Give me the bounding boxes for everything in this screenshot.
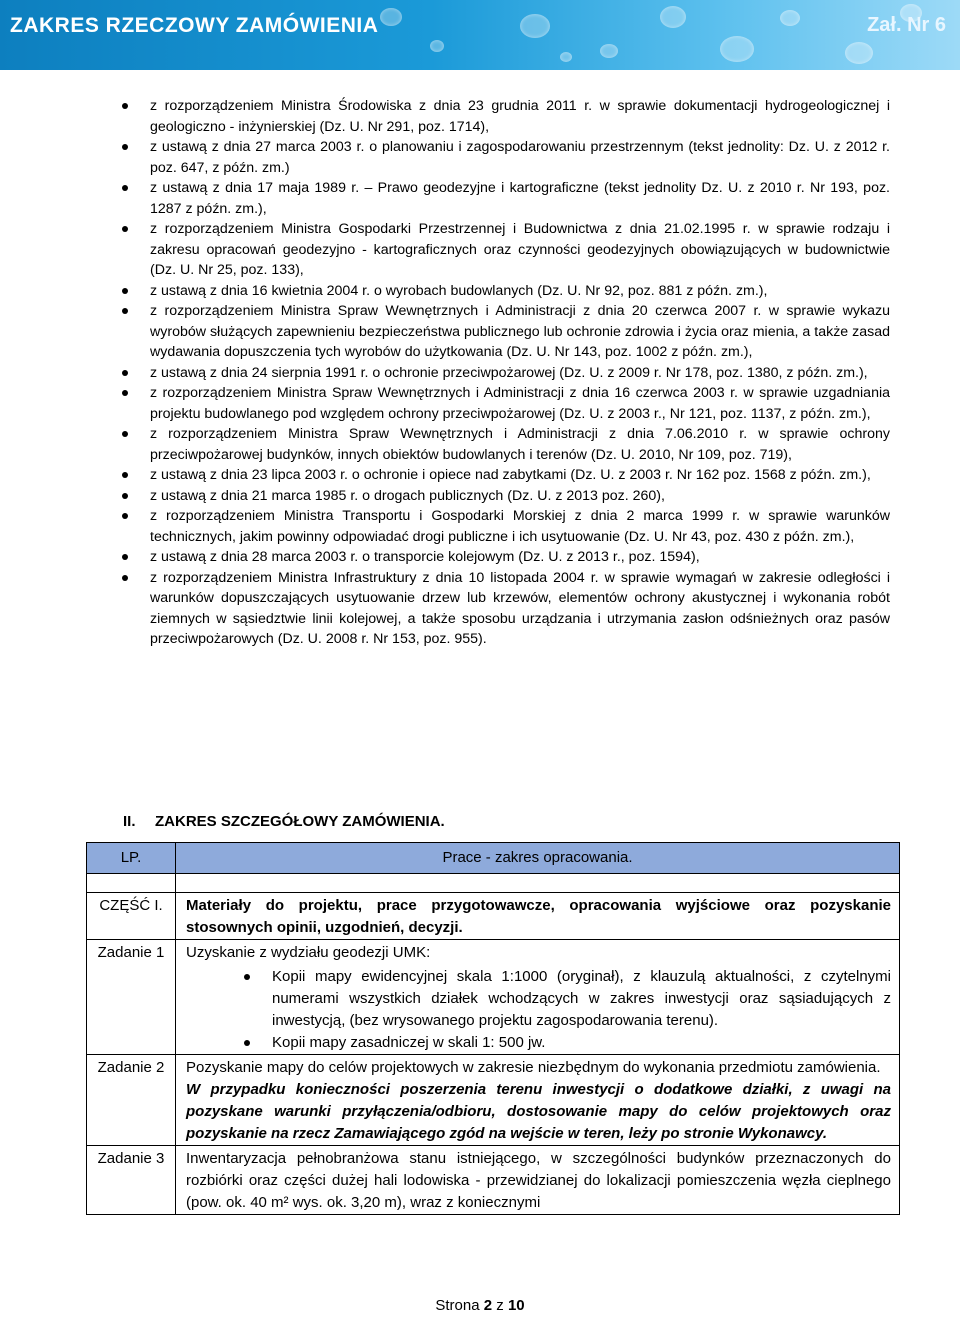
list-item: z ustawą z dnia 23 lipca 2003 r. o ochronie i opiece nad zabytkami (Dz. U. z 2003 r. Nr 162 poz. 1568 z późn. zm.), bbox=[120, 465, 890, 486]
row-label: Zadanie 3 bbox=[87, 1146, 176, 1215]
column-header-lp: LP. bbox=[87, 843, 176, 874]
task2-text: Pozyskanie mapy do celów projektowych w zakresie niezbędnym do wykonania przedmiotu zamówienia. bbox=[186, 1059, 881, 1076]
legal-bases-list bbox=[120, 96, 890, 650]
attachment-number: Zał. Nr 6 bbox=[867, 14, 946, 36]
part-description bbox=[176, 893, 900, 940]
task1-intro: Uzyskanie z wydziału geodezji UMK: bbox=[186, 944, 431, 961]
list-item: Kopii mapy zasadniczej w skali 1: 500 jw. bbox=[272, 1032, 891, 1054]
table-row bbox=[87, 940, 900, 1055]
page-label: Strona bbox=[435, 1297, 480, 1314]
list-item: Kopii mapy ewidencyjnej skala 1:1000 (oryginał), z klauzulą aktualności, z czytelnymi numerami wszystkich działek wchodzących w zakres inwestycji oraz sąsiadujących z inwestycją, (bez wrysowanego projektu zagospodarowania terenu). bbox=[272, 966, 891, 1032]
table-row bbox=[87, 893, 900, 940]
table-spacer bbox=[87, 874, 900, 893]
column-header-work: Prace - zakres opracowania. bbox=[176, 843, 900, 874]
list-item: z rozporządzeniem Ministra Spraw Wewnętrznych i Administracji z dnia 20 czerwca 2007 r. w sprawie wykazu wyrobów służących zapewnieniu bezpieczeństwa publicznego lub ochronie zdrowia i życia oraz mienia, a także zasad wydawania dopuszczenia tych wyrobów do użytkowania (Dz. U. Nr 143, poz. 1002 z późn. zm.), bbox=[120, 301, 890, 363]
table-row bbox=[87, 1055, 900, 1146]
list-item: z ustawą z dnia 17 maja 1989 r. – Prawo geodezyjne i kartograficzne (tekst jednolity Dz. U. z 2010 r. Nr 193, poz. 1287 z późn. zm.), bbox=[120, 178, 890, 219]
section-title: ZAKRES SZCZEGÓŁOWY ZAMÓWIENIA. bbox=[155, 813, 445, 830]
task1-items bbox=[186, 966, 891, 1054]
task-description: Inwentaryzacja pełnobranżowa stanu istniejącego, w szczególności budynków przeznaczonych do rozbiórki oraz części dużej hali lodowiska - przewidzianej do lokalizacji pomieszczenia węzła cieplnego (pow. ok. 40 m² wys. ok. 3,20 m), wraz z koniecznymi bbox=[176, 1146, 900, 1215]
list-item: z ustawą z dnia 21 marca 1985 r. o drogach publicznych (Dz. U. z 2013 poz. 260), bbox=[120, 486, 890, 507]
section-heading bbox=[123, 813, 445, 830]
list-item: z ustawą z dnia 24 sierpnia 1991 r. o ochronie przeciwpożarowej (Dz. U. z 2009 r. Nr 178, poz. 1380, z późn. zm.), bbox=[120, 363, 890, 384]
task-description bbox=[176, 1055, 900, 1146]
task2-note: W przypadku konieczności poszerzenia terenu inwestycji o dodatkowe działki, z uwagi na pozyskane warunki przyłączenia/odbioru, dostosowanie mapy do celów projektowych oraz pozyskanie na rzecz Zamawiającego zgód na wejście w teren, leży po stronie Wykonawcy. bbox=[186, 1081, 891, 1142]
scope-table bbox=[86, 842, 900, 1215]
list-item: z ustawą z dnia 27 marca 2003 r. o planowaniu i zagospodarowaniu przestrzennym (tekst jednolity: Dz. U. z 2012 r. poz. 647, z późn. zm.) bbox=[120, 137, 890, 178]
page-number: 2 bbox=[483, 1297, 493, 1314]
list-item: z rozporządzeniem Ministra Transportu i Gospodarki Morskiej z dnia 2 marca 1999 r. w sprawie warunków technicznych, jakim powinny odpowiadać drogi publiczne i ich usytuowanie (Dz. U. Nr 43, poz. 430 z późn. zm.), bbox=[120, 506, 890, 547]
page-of: z bbox=[496, 1297, 504, 1314]
page-total: 10 bbox=[507, 1297, 525, 1314]
table-header-row bbox=[87, 843, 900, 874]
row-label: Zadanie 2 bbox=[87, 1055, 176, 1146]
section-number: II. bbox=[123, 813, 136, 830]
part1-text: Materiały do projektu, prace przygotowawcze, opracowania wyjściowe oraz pozyskanie stosownych opinii, uzgodnień, decyzji. bbox=[186, 897, 891, 936]
row-label: CZĘŚĆ I. bbox=[87, 893, 176, 940]
list-item: z rozporządzeniem Ministra Gospodarki Przestrzennej i Budownictwa z dnia 21.02.1995 r. w sprawie rodzaju i zakresu opracowań geodezyjno - kartograficznych oraz czynności geodezyjnych obowiązujących w budownictwie (Dz. U. Nr 25, poz. 133), bbox=[120, 219, 890, 281]
list-item: z rozporządzeniem Ministra Środowiska z dnia 23 grudnia 2011 r. w sprawie dokumentacji hydrogeologicznej i geologiczno - inżynierskiej (Dz. U. Nr 291, poz. 1714), bbox=[120, 96, 890, 137]
document-title: ZAKRES RZECZOWY ZAMÓWIENIA bbox=[10, 14, 379, 37]
list-item: z ustawą z dnia 16 kwietnia 2004 r. o wyrobach budowlanych (Dz. U. Nr 92, poz. 881 z późn. zm.), bbox=[120, 281, 890, 302]
header-banner bbox=[0, 0, 960, 70]
list-item: z rozporządzeniem Ministra Spraw Wewnętrznych i Administracji z dnia 7.06.2010 r. w sprawie ochrony przeciwpożarowej budynków, innych obiektów budowlanych i terenów (Dz. U. 2010, Nr 109, poz. 719), bbox=[120, 424, 890, 465]
list-item: z ustawą z dnia 28 marca 2003 r. o transporcie kolejowym (Dz. U. z 2013 r., poz. 1594), bbox=[120, 547, 890, 568]
page-footer bbox=[0, 1297, 960, 1314]
table-row bbox=[87, 1146, 900, 1215]
list-item: z rozporządzeniem Ministra Spraw Wewnętrznych i Administracji z dnia 16 czerwca 2003 r. w sprawie uzgadniania projektu budowlanego pod względem ochrony przeciwpożarowej (Dz. U. z 2003 r., Nr 121, poz. 1137, z późn. zm.), bbox=[120, 383, 890, 424]
row-label: Zadanie 1 bbox=[87, 940, 176, 1055]
task-description bbox=[176, 940, 900, 1055]
list-item: z rozporządzeniem Ministra Infrastruktury z dnia 10 listopada 2004 r. w sprawie wymagań w zakresie odległości i warunków dopuszczających usytuowanie drzew lub krzewów, elementów ochrony akustycznej i wykonania robót ziemnych w sąsiedztwie linii kolejowej, a także sposobu urządzania i utrzymania zasłon odśnieżnych oraz pasów przeciwpożarowych (Dz. U. 2008 r. Nr 153, poz. 955). bbox=[120, 568, 890, 650]
